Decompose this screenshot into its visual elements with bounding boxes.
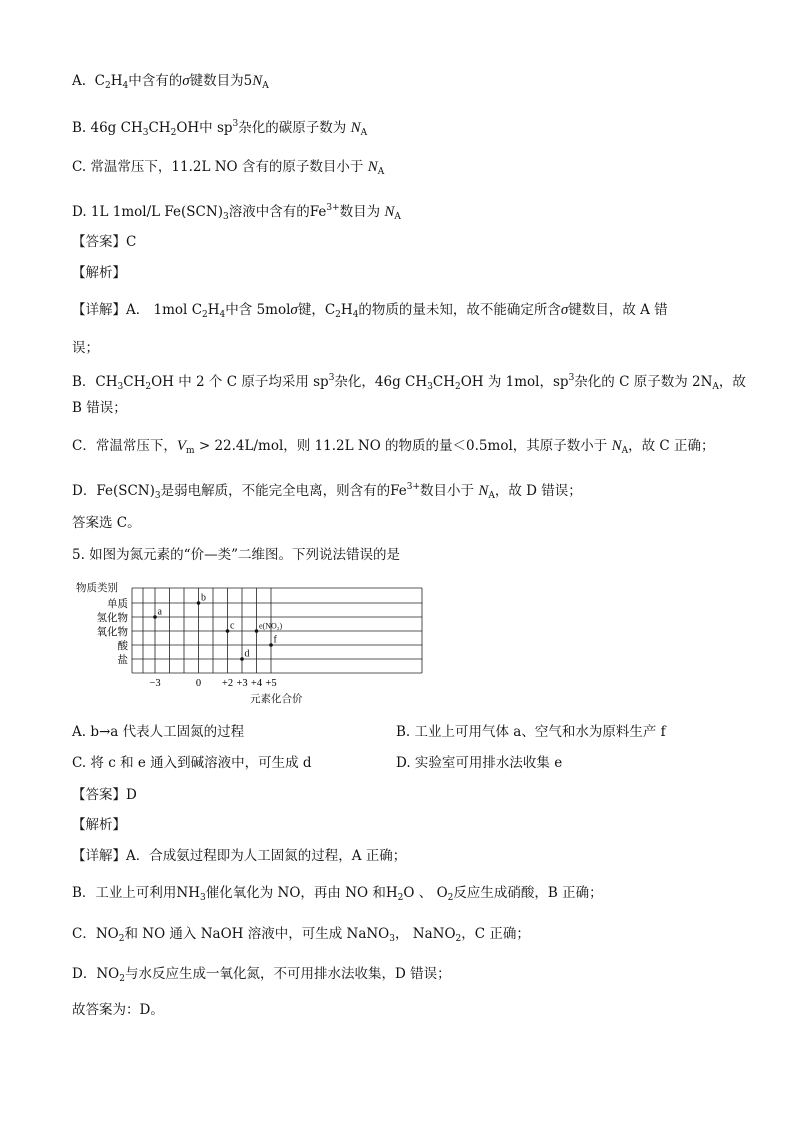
q5-detail-a: 【详解】A．合成氨过程即为人工固氮的过程，A 正确； [72,848,407,864]
chart-x-labels [149,678,276,689]
q5-detail-d: D．$NO_2$与水反应生成一氧化氮，不可用排水法收集，D 错误； [72,966,451,984]
data-point-label: f [273,634,277,646]
q4-detail-b: B．$CH_3CH_2OH$ 中 2 个 C 原子均采用 $sp^3$杂化，46g $CH_3CH_2OH$ 为 1mol，$sp^3$杂化的 C 原子数为 $2N_A$，故 [72,373,746,392]
x-tick-label: 0 [195,678,202,689]
q5-option-a: A. b→a 代表人工固氮的过程 [72,724,245,740]
y-category-label: 氢化物 [96,613,128,624]
chart-y-labels [97,597,129,666]
x-tick-label: +4 [250,678,263,689]
data-point-label: d [244,648,250,660]
data-point-b [197,601,201,605]
q4-detail-a-cont: 误； [72,340,99,356]
q5-option-d: D. 实验室可用排水法收集 e [396,755,563,771]
q4-analysis-tag: 【解析】 [72,265,126,281]
q4-conclusion: 答案选 C。 [72,515,141,531]
c2h4-formula: $C_2H_4$ [94,73,129,91]
q5-analysis-tag: 【解析】 [72,817,126,833]
data-point-label: b [201,592,206,604]
data-point-c [226,629,230,633]
x-tick-label: −3 [149,678,161,689]
q5-answer: 【答案】D [72,787,137,803]
x-tick-label: +3 [236,678,248,689]
x-tick-label: +2 [221,678,234,689]
q4-answer: 【答案】C [72,234,137,250]
q4-detail-d: D．$Fe(SCN)_3$是弱电解质，不能完全电离，则含有的$Fe^{3+}$数目小于 $N_A$，故 D 错误； [72,482,582,501]
y-category-label: 酸 [117,641,128,652]
chart-grid [132,588,422,673]
q5-stem: 5. 如图为氮元素的“价—类”二维图。下列说法错误的是 [72,547,400,563]
q5-detail-b: B．工业上可利用$NH_3$催化氧化为 NO，再由 NO 和$H_2O$ 、 $O_2$反应生成硝酸，B 正确； [72,885,603,903]
q5-detail-c: C．$NO_2$和 NO 通入 NaOH 溶液中，可生成 NaNO$_3$， NaNO$_2$，C 正确； [72,926,530,944]
data-point-a [153,615,157,619]
data-point-label: e(NO₂) [259,621,283,631]
x-tick-label: +5 [265,678,277,689]
q5-conclusion: 故答案为：D。 [72,1002,164,1018]
q4-detail-b-cont: B 错误； [72,400,127,416]
data-point-e [255,629,259,633]
data-point-d [240,657,244,661]
data-point-f [269,643,273,647]
data-point-label: a [157,606,162,618]
q4-option-d: D. 1L 1mol/L $Fe(SCN)_3$溶液中含有的$Fe^{3+}$数目为 $N_A$ [72,203,401,222]
valence-category-chart [70,578,430,708]
q4-option-c: C. 常温常压下，11.2L NO 含有的原子数目小于 $N_A$ [72,159,385,177]
q5-option-c: C. 将 c 和 e 通入到碱溶液中，可生成 d [72,755,312,771]
q4-option-a: A. $C_2H_4$中含有的σ键数目为$5N_A$ [72,73,269,91]
q4-detail-a: 【详解】A． 1mol $C_2H_4$中含 5molσ键，$C_2H_4$的物质的量未知，故不能确定所含σ键数目，故 A 错 [72,302,668,320]
y-category-label: 氧化物 [96,627,128,638]
data-point-label: c [230,620,235,632]
chart-x-title: 元素化合价 [250,694,303,705]
y-category-label: 单质 [107,599,128,610]
chart-y-title: 物质类别 [76,583,118,594]
q4-option-b: B. 46g $CH_3CH_2OH$中 $sp^3$杂化的碳原子数为 $N_A$ [72,119,368,138]
q4-detail-c: C．常温常压下，$V_m > 22.4L/mol$，则 11.2L NO 的物质的量＜0.5mol，其原子数小于 $N_A$，故 C 正确； [72,438,715,456]
y-category-label: 盐 [117,655,128,666]
q5-option-b: B. 工业上可用气体 a、空气和水为原料生产 f [396,724,666,740]
